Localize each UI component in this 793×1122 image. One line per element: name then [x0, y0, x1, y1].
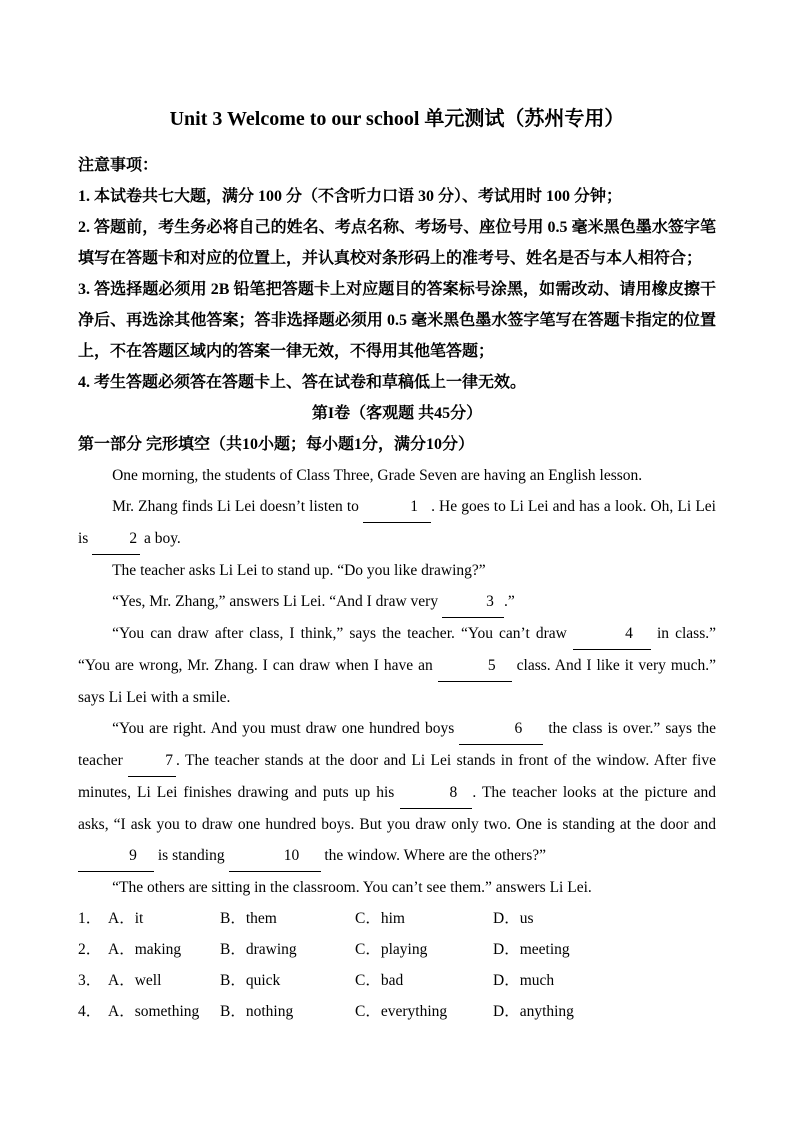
cloze-blank-5: 5 — [438, 650, 512, 682]
cloze-paragraph: “You can draw after class, I think,” says the teacher. “You can’t draw 4 in class.” “You are wrong, Mr. Zhang. I can draw when I have an 5 class. And I like it very much.” says Li Lei with a smile. — [78, 618, 716, 713]
question-2-option-A: A．making — [108, 941, 182, 958]
cloze-blank-6: 6 — [459, 713, 543, 745]
question-row-1 — [78, 903, 716, 934]
cloze-paragraph: “Yes, Mr. Zhang,” answers Li Lei. “And I draw very 3 .” — [78, 586, 716, 618]
cloze-paragraph: “The others are sitting in the classroom. You can’t see them.” answers Li Lei. — [112, 879, 592, 896]
notice-section — [78, 150, 716, 398]
cloze-paragraph: The teacher asks Li Lei to stand up. “Do you like drawing?” — [112, 562, 486, 579]
cloze-blank-10: 10 — [229, 840, 321, 872]
question-2-option-C: C．playing — [355, 941, 428, 958]
cloze-blank-8: 8 — [400, 777, 472, 809]
question-1-option-D: D．us — [493, 910, 534, 927]
cloze-blank-7: 7 — [128, 745, 176, 777]
cloze-paragraph: One morning, the students of Class Three, Grade Seven are having an English lesson. — [112, 467, 643, 484]
notice-item-3: 3. 答选择题必须用 2B 铅笔把答题卡上对应题目的答案标号涂黑，如需改动、请用橡皮擦干净后、再选涂其他答案；答非选择题必须用 0.5 毫米黑色墨水签字笔写在答题卡指定的位置上，不在答题区域内的答案一律无效，不得用其他笔答题； — [78, 281, 716, 360]
question-row-4 — [78, 996, 716, 1027]
cloze-passage — [78, 460, 716, 903]
question-row-2 — [78, 934, 716, 965]
question-number: 3． — [78, 972, 102, 989]
question-4-option-B: B．nothing — [220, 1003, 294, 1020]
volume-heading: 第I卷（客观题 共45分） — [311, 405, 483, 422]
question-number: 4． — [78, 1003, 102, 1020]
notice-heading: 注意事项： — [78, 157, 159, 174]
question-1-option-A: A．it — [108, 910, 144, 927]
cloze-blank-9: 9 — [78, 840, 154, 872]
part-heading: 第一部分 完形填空（共10小题；每小题1分，满分10分） — [78, 436, 475, 453]
notice-item-4: 4. 考生答题必须答在答题卡上、答在试卷和草稿低上一律无效。 — [78, 374, 527, 391]
cloze-blank-4: 4 — [573, 618, 651, 650]
cloze-blank-1: 1 — [363, 491, 431, 523]
question-1-option-B: B．them — [220, 910, 277, 927]
question-3-option-A: A．well — [108, 972, 162, 989]
question-4-option-D: D．anything — [493, 1003, 574, 1020]
question-4-option-C: C．everything — [355, 1003, 448, 1020]
question-3-option-B: B．quick — [220, 972, 281, 989]
question-2-option-D: D．meeting — [493, 941, 570, 958]
question-3-option-D: D．much — [493, 972, 555, 989]
question-1-option-C: C．him — [355, 910, 405, 927]
notice-item-1: 1. 本试卷共七大题，满分 100 分（不含听力口语 30 分）、考试用时 100 分钟； — [78, 188, 623, 205]
question-number: 2． — [78, 941, 102, 958]
cloze-blank-2: 2 — [92, 523, 140, 555]
question-4-option-A: A．something — [108, 1003, 200, 1020]
question-row-3 — [78, 965, 716, 996]
question-3-option-C: C．bad — [355, 972, 404, 989]
cloze-questions — [78, 903, 716, 1027]
cloze-blank-3: 3 — [442, 586, 504, 618]
page-title: Unit 3 Welcome to our school 单元测试（苏州专用） — [169, 108, 625, 130]
notice-item-2: 2. 答题前，考生务必将自己的姓名、考点名称、考场号、座位号用 0.5 毫米黑色墨水签字笔填写在答题卡和对应的位置上，并认真校对条形码上的准考号、姓名是否与本人相符合； — [78, 219, 716, 267]
cloze-paragraph: “You are right. And you must draw one hundred boys 6 the class is over.” says the teacher 7 . The teacher stands at the door and Li Lei stands in front of the window. After five minutes, Li Lei finishes drawing and puts up his 8 . The teacher looks at the picture and asks, “I ask you to draw one hundred boys. But you draw only two. One is standing at the door and 9 is standing 10 the window. Where are the others?” — [78, 713, 716, 872]
question-2-option-B: B．drawing — [220, 941, 297, 958]
question-number: 1． — [78, 910, 102, 927]
cloze-paragraph: Mr. Zhang finds Li Lei doesn’t listen to 1 . He goes to Li Lei and has a look. Oh, Li Lei is 2 a boy. — [78, 491, 716, 555]
